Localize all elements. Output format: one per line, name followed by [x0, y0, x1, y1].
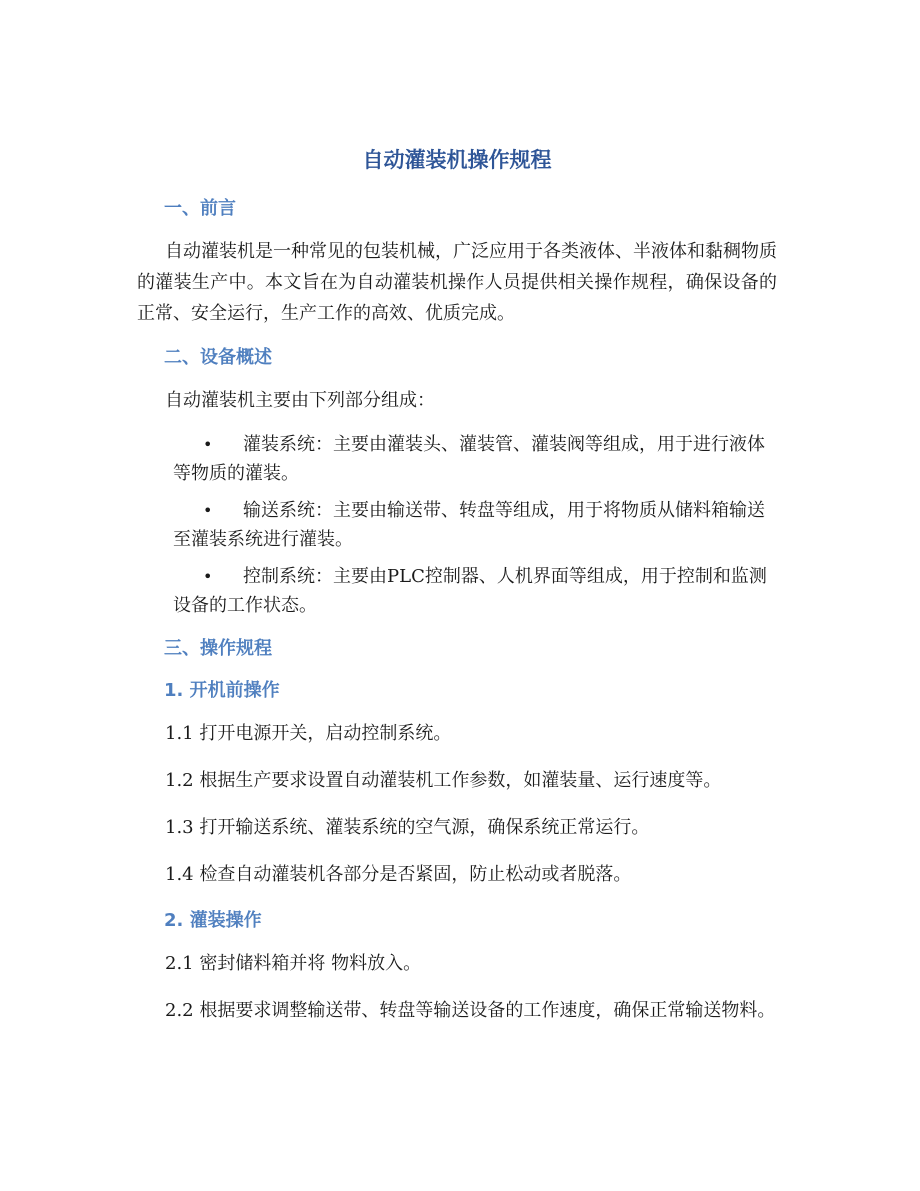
section-heading-preface: 一、前言 — [164, 198, 236, 219]
subsection-heading-startup: 1. 开机前操作 — [164, 680, 280, 701]
step-item: 1.3 打开输送系统、灌装系统的空气源，确保系统正常运行。 — [165, 817, 650, 838]
step-item: 1.2 根据生产要求设置自动灌装机工作参数，如灌装量、运行速度等。 — [165, 770, 722, 791]
bullet-icon: • — [203, 501, 213, 520]
step-item: 2.1 密封储料箱并将 物料放入。 — [165, 953, 422, 974]
step-item: 1.1 打开电源开关，启动控制系统。 — [165, 723, 452, 744]
bullet-icon: • — [203, 435, 213, 454]
list-item-text: 输送系统：主要由输送带、转盘等组成，用于将物质从储料箱输送至灌装系统进行灌装。 — [173, 500, 765, 550]
list-item-text: 灌装系统：主要由灌装头、灌装管、灌装阀等组成，用于进行液体等物质的灌装。 — [173, 434, 765, 484]
component-list — [137, 430, 777, 620]
preface-paragraph: 自动灌装机是一种常见的包装机械，广泛应用于各类液体、半液体和黏稠物质的灌装生产中。本文旨在为自动灌装机操作人员提供相关操作规程，确保设备的正常、安全运行，生产工作的高效、优质完成。 — [137, 241, 777, 324]
document-body — [137, 140, 777, 1042]
subsection-heading-filling: 2. 灌装操作 — [164, 910, 262, 931]
section-heading-overview: 二、设备概述 — [164, 347, 272, 368]
overview-intro: 自动灌装机主要由下列部分组成： — [165, 390, 435, 411]
list-item — [173, 496, 777, 554]
bullet-icon: • — [203, 567, 213, 586]
list-item-text: 控制系统：主要由PLC控制器、人机界面等组成，用于控制和监测设备的工作状态。 — [173, 566, 767, 616]
step-item: 1.4 检查自动灌装机各部分是否紧固，防止松动或者脱落。 — [165, 864, 632, 885]
list-item — [173, 562, 777, 620]
list-item — [173, 430, 777, 488]
section-heading-procedures: 三、操作规程 — [164, 638, 272, 659]
step-item: 2.2 根据要求调整输送带、转盘等输送设备的工作速度，确保正常输送物料。 — [165, 1000, 776, 1021]
document-title: 自动灌装机操作规程 — [362, 148, 552, 172]
